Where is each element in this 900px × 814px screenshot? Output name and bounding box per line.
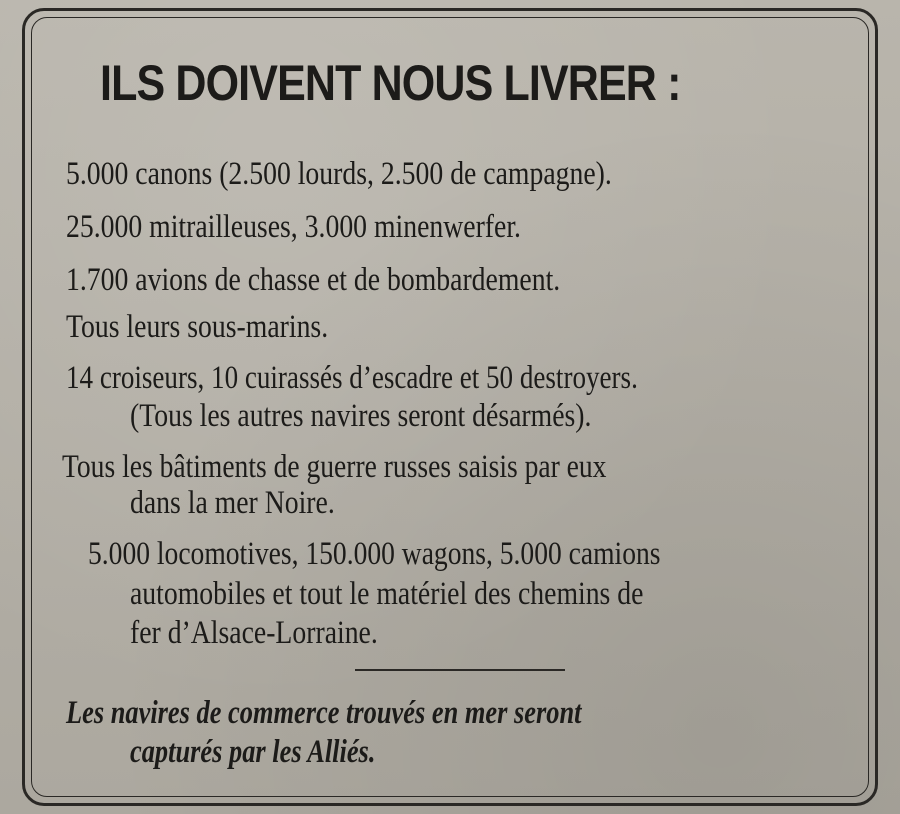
item-machine-guns: 25.000 mitrailleuses, 3.000 minenwerfer. <box>66 209 521 245</box>
item-aircraft: 1.700 avions de chasse et de bombardement. <box>66 262 561 298</box>
item-rolling-stock: 5.000 locomotives, 150.000 wagons, 5.000 camions <box>88 536 661 572</box>
item-warships: 14 croiseurs, 10 cuirassés d’escadre et 50 destroyers. <box>66 360 638 396</box>
headline: ILS DOIVENT NOUS LIVRER : <box>100 55 681 111</box>
item-cannons: 5.000 canons (2.500 lourds, 2.500 de campagne). <box>66 156 612 192</box>
item-russian-ships: Tous les bâtiments de guerre russes saisis par eux <box>62 449 607 485</box>
divider-rule <box>355 669 565 671</box>
item-rolling-stock-end: fer d’Alsace-Lorraine. <box>130 615 378 651</box>
note-merchant-ships: Les navires de commerce trouvés en mer seront <box>66 695 582 731</box>
item-warships-note: (Tous les autres navires seront désarmés). <box>130 398 592 434</box>
item-submarines: Tous leurs sous-marins. <box>66 309 329 345</box>
item-russian-ships-cont: dans la mer Noire. <box>130 485 335 521</box>
note-merchant-ships-cont: capturés par les Alliés. <box>130 734 376 770</box>
item-rolling-stock-cont: automobiles et tout le matériel des chemins de <box>130 576 644 612</box>
